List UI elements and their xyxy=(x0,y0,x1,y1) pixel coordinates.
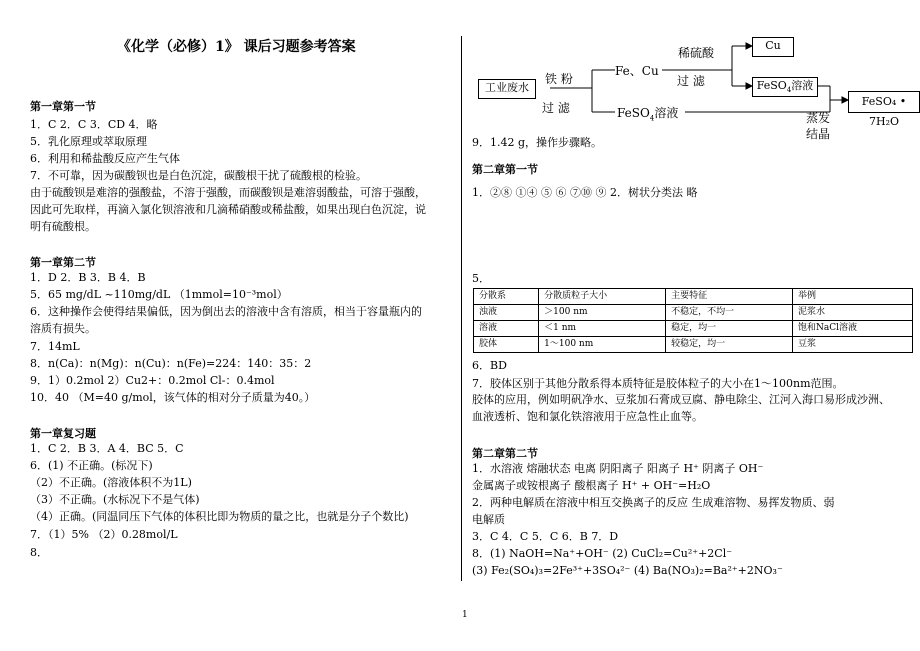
answer-line: （4）正确。(同温同压下气体的体积比即为物质的量之比，也就是分子个数比) xyxy=(30,510,409,523)
section-heading: 第一章复习题 xyxy=(30,427,96,440)
answer-line: 1．C 2．C 3．CD 4．略 xyxy=(30,118,158,131)
answer-line: 血液透析、饱和氯化铁溶液用于应急性止血等。 xyxy=(472,410,703,423)
table-cell: 饱和NaCl溶液 xyxy=(792,321,912,337)
table-cell: ＜1 nm xyxy=(539,321,666,337)
page-number: 1 xyxy=(462,610,468,620)
answer-line: 7．胶体区别于其他分散系得本质特征是胶体粒子的大小在1～100nm范围。 xyxy=(472,377,844,390)
table-header-cell: 主要特征 xyxy=(666,289,793,305)
section-heading: 第一章第二节 xyxy=(30,256,96,269)
answer-line: 9．1）0.2mol 2）Cu2+：0.2mol Cl-：0.4mol xyxy=(30,374,275,387)
iron-powder-label: 铁 粉 xyxy=(545,72,573,86)
answer-line: 5．乳化原理或萃取原理 xyxy=(30,135,147,148)
cu-box: Cu xyxy=(752,37,794,57)
answer-line: 溶质有损失。 xyxy=(30,322,96,335)
table-cell: 稳定，均一 xyxy=(666,321,793,337)
table-cell: 豆浆 xyxy=(792,337,912,353)
table-header-cell: 分散系 xyxy=(474,289,539,305)
answer-line: 因此可先取样，再滴入氯化钡溶液和几滴稀硝酸或稀盐酸，如果出现白色沉淀，说 xyxy=(30,203,426,216)
feso4-subscript: 4 xyxy=(786,86,792,95)
feso4-solution-label xyxy=(617,104,678,121)
table-cell: ＞100 nm xyxy=(539,305,666,321)
feso4-formula-2: FeSO xyxy=(617,106,650,120)
dilute-acid-label: 稀硫酸 xyxy=(678,46,715,60)
section-heading: 第二章第一节 xyxy=(472,163,538,176)
answer-line: 明有硫酸根。 xyxy=(30,220,96,233)
evaporate-label: 蒸发 xyxy=(806,111,831,125)
fe-cu-label: Fe、Cu xyxy=(615,64,659,78)
answer-line: 6．这种操作会使得结果偏低，因为倒出去的溶液中含有溶质，相当于容量瓶内的 xyxy=(30,305,422,318)
answer-line: （2）不正确。(溶液体积不为1L) xyxy=(30,476,192,489)
table-cell: 较稳定，均一 xyxy=(666,337,793,353)
section-heading: 第二章第二节 xyxy=(472,447,538,460)
answer-line: 10．40 （M=40 g/mol，该气体的相对分子质量为40。） xyxy=(30,391,316,404)
answer-line: 胶体的应用，例如明矾净水、豆浆加石膏成豆腐、静电除尘、江河入海口易形成沙洲、 xyxy=(472,393,890,406)
answer-line: 7．14mL xyxy=(30,340,80,353)
crystallize-label: 结晶 xyxy=(806,127,831,141)
answer-line: 7．不可靠，因为碳酸钡也是白色沉淀，碳酸根干扰了硫酸根的检验。 xyxy=(30,169,367,182)
feso4-subscript-2: 4 xyxy=(649,114,655,123)
answer-line: 6．利用和稀盐酸反应产生气体 xyxy=(30,152,180,165)
answer-line: 7．（1）5% （2）0.28mol/L xyxy=(30,528,178,541)
product-box: FeSO₄ • 7H₂O xyxy=(848,91,920,113)
feso4-box xyxy=(752,77,818,97)
answer-line: (3) Fe₂(SO₄)₃=2Fe³⁺+3SO₄²⁻ (4) Ba(NO₃)₂=Ba²⁺+2NO₃⁻ xyxy=(472,564,783,577)
table-header-cell: 举例 xyxy=(792,289,912,305)
table-row xyxy=(474,321,913,337)
answer-line: 6．(1) 不正确。(标况下) xyxy=(30,459,153,472)
answer-line: 8．(1) NaOH=Na⁺+OH⁻ (2) CuCl₂=Cu²⁺+2Cl⁻ xyxy=(472,547,733,560)
filter-label-1: 过 滤 xyxy=(542,101,570,115)
feso4-formula: FeSO xyxy=(756,79,787,92)
column-divider xyxy=(461,36,462,581)
answer-line: 8．n(Ca)：n(Mg)：n(Cu)：n(Fe)=224：140：35：2 xyxy=(30,357,312,370)
answer-line: 2．两种电解质在溶液中相互交换离子的反应 生成难溶物、易挥发物质、弱 xyxy=(472,496,835,509)
table-cell: 泥浆水 xyxy=(792,305,912,321)
answer-line: 1．C 2．B 3．A 4．BC 5．C xyxy=(30,442,184,455)
feso4-solution-text: 溶液 xyxy=(791,79,814,92)
table-header-cell: 分散质粒子大小 xyxy=(539,289,666,305)
table-header-row xyxy=(474,289,913,305)
table-cell: 1～100 nm xyxy=(539,337,666,353)
table-row xyxy=(474,337,913,353)
answer-line: 3．C 4．C 5．C 6．B 7．D xyxy=(472,530,619,543)
answer-line: 金属离子或铵根离子 酸根离子 H⁺ + OH⁻=H₂O xyxy=(472,479,711,492)
answer-line: 5． xyxy=(472,272,490,285)
answer-line: 1．D 2．B 3．B 4．B xyxy=(30,271,146,284)
table-cell: 胶体 xyxy=(474,337,539,353)
answer-line: 1．水溶液 熔融状态 电离 阴阳离子 阳离子 H⁺ 阴离子 OH⁻ xyxy=(472,462,764,475)
answer-line: 8． xyxy=(30,546,48,559)
answer-line: （3）不正确。(水标况下不是气体) xyxy=(30,493,200,506)
answer-line: 9．1.42 g，操作步骤略。 xyxy=(472,136,603,149)
answer-line: 1．②⑧ ①④ ⑤ ⑥ ⑦⑩ ⑨ 2．树状分类法 略 xyxy=(472,186,698,199)
answer-line: 电解质 xyxy=(472,513,505,526)
document-title: 《化学（必修）1》 课后习题参考答案 xyxy=(117,39,356,55)
section-heading: 第一章第一节 xyxy=(30,100,96,113)
table-cell: 不稳定，不均一 xyxy=(666,305,793,321)
dispersion-table xyxy=(473,288,913,353)
waste-water-box: 工业废水 xyxy=(478,79,536,99)
answer-line: 5．65 mg/dL ~110mg/dL （1mmol=10⁻³mol） xyxy=(30,288,288,301)
answer-line: 由于硫酸钡是难溶的强酸盐，不溶于强酸，而碳酸钡是难溶弱酸盐，可溶于强酸， xyxy=(30,186,426,199)
answer-line: 6．BD xyxy=(472,359,507,372)
filter-label-2: 过 滤 xyxy=(677,74,705,88)
table-row xyxy=(474,305,913,321)
feso4-solution-text-2: 溶液 xyxy=(654,106,679,120)
table-cell: 浊液 xyxy=(474,305,539,321)
table-cell: 溶液 xyxy=(474,321,539,337)
